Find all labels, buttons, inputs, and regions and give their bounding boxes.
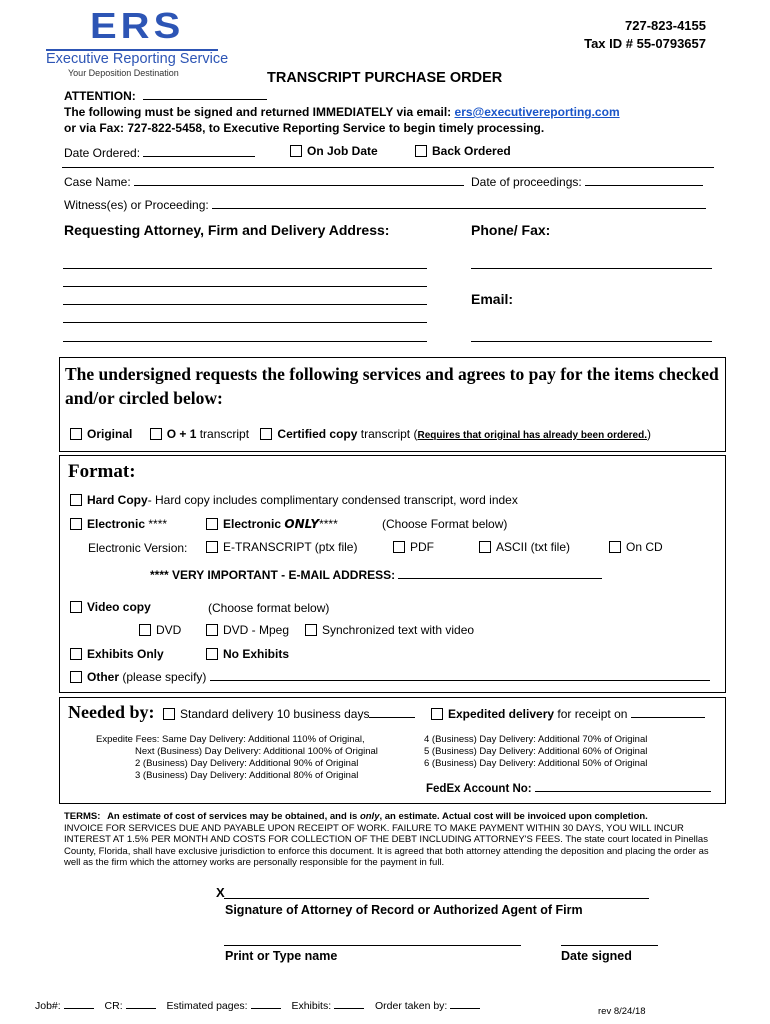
o-plus-1-transcript: transcript [199, 427, 250, 441]
fedex [426, 783, 711, 795]
dvd-label: DVD [156, 623, 182, 637]
logo-name: Executive Reporting Service [46, 51, 229, 67]
on-cd-label: On CD [626, 540, 663, 554]
hard-copy-label: Hard Copy [87, 493, 148, 507]
cr-label: CR: [104, 1000, 123, 1012]
attention-label-text: ATTENTION: [64, 89, 136, 103]
date-signed-line[interactable] [561, 945, 658, 946]
other-checkbox[interactable] [70, 671, 82, 683]
order-taken-by-label: Order taken by: [374, 1000, 448, 1012]
print-name-line[interactable] [224, 945, 521, 946]
date-of-proceedings [471, 175, 703, 189]
fee-right-2: 6 (Business) Day Delivery: Additional 50% of Original [424, 758, 648, 769]
choose-format-video: (Choose format below) [208, 601, 330, 615]
only-label: ONLY [284, 517, 320, 531]
divider [62, 167, 714, 168]
attention-line2: or via Fax: 727-822-5458, to Executive Reporting Service to begin timely processing. [64, 121, 545, 135]
synchronized-checkbox[interactable] [305, 624, 317, 636]
contact-phone: 727-823-4155 [625, 18, 706, 33]
terms [64, 811, 724, 869]
certified-copy-label: Certified copy [277, 427, 358, 441]
cr-field[interactable] [126, 1008, 156, 1009]
terms-label: TERMS: [64, 811, 101, 822]
certified-copy-checkbox[interactable] [260, 428, 272, 440]
attention-line1 [64, 105, 620, 119]
electronic-option[interactable] [70, 517, 167, 531]
terms-only: only [359, 811, 380, 822]
on-job-date-option[interactable] [290, 144, 378, 158]
standard-delivery-option[interactable] [163, 707, 415, 721]
synchronized-label: Synchronized text with video [322, 623, 475, 637]
signature-label: Signature of Attorney of Record or Authorized Agent of Firm [225, 903, 583, 917]
footer [35, 1000, 480, 1012]
no-exhibits-option[interactable] [206, 647, 289, 661]
etranscript-option[interactable] [206, 540, 357, 554]
important-email [150, 568, 602, 582]
signature-x: X [216, 885, 225, 900]
electronic-stars: **** [148, 517, 168, 531]
address-line-4[interactable] [63, 322, 427, 323]
revision: rev 8/24/18 [598, 1006, 646, 1017]
email-label: Email: [471, 291, 514, 307]
terms-bold2: , an estimate. Actual cost will be invoiced upon completion. [379, 811, 648, 822]
date-ordered [64, 146, 255, 160]
expedited-delivery-label: Expedited delivery [448, 707, 555, 721]
signature-line[interactable] [224, 898, 649, 899]
pdf-label: PDF [410, 540, 434, 554]
on-cd-option[interactable] [609, 540, 663, 554]
terms-heading-line [64, 811, 724, 823]
other-field[interactable] [210, 680, 710, 681]
etranscript-checkbox[interactable] [206, 541, 218, 553]
date-of-proceedings-field[interactable] [585, 185, 703, 186]
case-name [64, 175, 464, 189]
attorney-heading: Requesting Attorney, Firm and Delivery Address: [64, 222, 390, 238]
please-specify: (please specify) [122, 670, 207, 684]
electronic-only-option[interactable] [206, 517, 338, 531]
for-receipt-label: for receipt on [557, 707, 628, 721]
electronic-only-label: Electronic [223, 517, 282, 531]
important-email-field[interactable] [398, 578, 602, 579]
standard-delivery-label: Standard delivery 10 business days [180, 707, 370, 721]
other-option[interactable] [70, 670, 710, 684]
back-ordered-checkbox[interactable] [415, 145, 427, 157]
expedited-delivery-checkbox[interactable] [431, 708, 443, 720]
address-line-3[interactable] [63, 304, 427, 305]
electronic-label: Electronic [87, 517, 146, 531]
video-copy-label: Video copy [87, 600, 151, 614]
logo-tagline: Your Deposition Destination [68, 68, 179, 78]
case-name-field[interactable] [134, 185, 464, 186]
no-exhibits-checkbox[interactable] [206, 648, 218, 660]
attention-field[interactable] [143, 99, 267, 100]
address-line-1[interactable] [63, 268, 427, 269]
email-line[interactable] [471, 341, 712, 342]
fee-left-3: 3 (Business) Day Delivery: Additional 80% of Original [135, 770, 359, 781]
on-job-date-label: On Job Date [307, 144, 378, 158]
hard-copy-desc: - Hard copy includes complimentary condensed transcript, word index [147, 493, 518, 507]
job-label: Job#: [35, 1000, 61, 1012]
exhibits-only-option[interactable] [70, 647, 164, 661]
fee-right-1: 5 (Business) Day Delivery: Additional 60% of Original [424, 746, 648, 757]
estimated-pages-field[interactable] [251, 1008, 281, 1009]
fee-right-0: 4 (Business) Day Delivery: Additional 70% of Original [424, 734, 648, 745]
on-cd-checkbox[interactable] [609, 541, 621, 553]
hard-copy-option[interactable] [70, 493, 518, 507]
job-field[interactable] [64, 1008, 94, 1009]
address-line-2[interactable] [63, 286, 427, 287]
exhibits-field[interactable] [334, 1008, 364, 1009]
pdf-checkbox[interactable] [393, 541, 405, 553]
dvd-mpeg-checkbox[interactable] [206, 624, 218, 636]
fedex-field[interactable] [535, 791, 711, 792]
dvd-option[interactable] [139, 623, 181, 637]
witnesses [64, 198, 706, 212]
logo-letters: ERS [90, 6, 185, 46]
exhibits-only-label: Exhibits Only [87, 647, 164, 661]
dvd-mpeg-label: DVD - Mpeg [223, 623, 290, 637]
exhibits-label: Exhibits: [291, 1000, 332, 1012]
terms-body: INVOICE FOR SERVICES DUE AND PAYABLE UPON RECEIPT OF WORK. FAILURE TO MAKE PAYMENT WITHIN 30 DAYS, YOU WILL INCUR INTEREST AT 1.5% PER MONTH AND COSTS FOR COLLECTION OF THE DEBT INCLUDING ATTORNEY'S FEES. The state court located in Pinellas County, Florida, shall have exclusive jurisdiction to enforce this document. It is agreed that both attorney attending the deposition and placing the order as well as the firm which the attorney works are personally responsible for the payment in full. [64, 822, 709, 869]
standard-delivery-field[interactable] [369, 717, 415, 718]
attention-line1-text: The following must be signed and returned IMMEDIATELY via email: [64, 105, 452, 119]
standard-delivery-checkbox[interactable] [163, 708, 175, 720]
services-options: Original O + 1 transcript Certified copy transcript (Requires that original has already been ordered.) [70, 427, 651, 441]
date-ordered-field[interactable] [143, 156, 255, 157]
services-heading: The undersigned requests the following services and agrees to pay for the items checked and/or circled below: [65, 364, 719, 408]
order-taken-by-field[interactable] [450, 1008, 480, 1009]
o-plus-1-checkbox[interactable] [150, 428, 162, 440]
witnesses-field[interactable] [212, 208, 706, 209]
date-of-proceedings-label: Date of proceedings: [471, 175, 582, 189]
ascii-checkbox[interactable] [479, 541, 491, 553]
original-checkbox[interactable] [70, 428, 82, 440]
date-ordered-label: Date Ordered: [64, 146, 141, 160]
date-signed-label: Date signed [561, 949, 632, 963]
no-exhibits-label: No Exhibits [223, 647, 290, 661]
needed-by-heading: Needed by: [68, 702, 155, 722]
etranscript-label: E-TRANSCRIPT (ptx file) [223, 540, 358, 554]
back-ordered-label: Back Ordered [432, 144, 511, 158]
choose-format: (Choose Format below) [382, 517, 508, 531]
phone-fax-line[interactable] [471, 268, 712, 269]
fedex-label: FedEx Account No: [426, 783, 532, 795]
phone-fax-label: Phone/ Fax: [471, 222, 551, 238]
o-plus-1-label: O + 1 [166, 427, 197, 441]
fee-left-0: Expedite Fees: Same Day Delivery: Additional 110% of Original, [96, 734, 365, 745]
page-title: TRANSCRIPT PURCHASE ORDER [267, 70, 503, 86]
witnesses-label: Witness(es) or Proceeding: [64, 198, 209, 212]
expedited-delivery-option[interactable] [431, 707, 705, 721]
ascii-option[interactable] [479, 540, 570, 554]
case-name-label: Case Name: [64, 175, 131, 189]
print-name-label: Print or Type name [225, 949, 338, 963]
fee-left-1: Next (Business) Day Delivery: Additional 100% of Original [135, 746, 378, 757]
exhibits-only-checkbox[interactable] [70, 648, 82, 660]
video-copy-checkbox[interactable] [70, 601, 82, 613]
email-link[interactable]: ers@executivereporting.com [454, 105, 620, 119]
pdf-option[interactable] [393, 540, 434, 554]
address-line-5[interactable] [63, 341, 427, 342]
on-job-date-checkbox[interactable] [290, 145, 302, 157]
dvd-mpeg-option[interactable] [206, 623, 289, 637]
important-email-label: **** VERY IMPORTANT - E-MAIL ADDRESS: [150, 568, 396, 582]
terms-bold: An estimate of cost of services may be obtained, and is [107, 811, 358, 822]
hard-copy-checkbox[interactable] [70, 494, 82, 506]
fee-left-2: 2 (Business) Day Delivery: Additional 90% of Original [135, 758, 359, 769]
video-copy-option[interactable] [70, 600, 151, 614]
synchronized-option[interactable] [305, 623, 474, 637]
ascii-label: ASCII (txt file) [496, 540, 571, 554]
format-heading: Format: [68, 461, 136, 482]
certified-copy-transcript: transcript [360, 427, 411, 441]
other-label: Other [87, 670, 120, 684]
estimated-pages-label: Estimated pages: [166, 1000, 248, 1012]
receipt-date-field[interactable] [631, 717, 705, 718]
dvd-checkbox[interactable] [139, 624, 151, 636]
logo [44, 6, 229, 78]
certified-note: Requires that original has already been ordered. [417, 430, 647, 441]
electronic-version-label: Electronic Version: [88, 541, 188, 555]
original-label: Original [87, 427, 133, 441]
attention-label [64, 89, 267, 103]
electronic-only-stars: **** [319, 517, 338, 531]
back-ordered-option[interactable] [415, 144, 511, 158]
contact-tax-id: Tax ID # 55-0793657 [584, 36, 706, 51]
electronic-checkbox[interactable] [70, 518, 82, 530]
electronic-only-checkbox[interactable] [206, 518, 218, 530]
